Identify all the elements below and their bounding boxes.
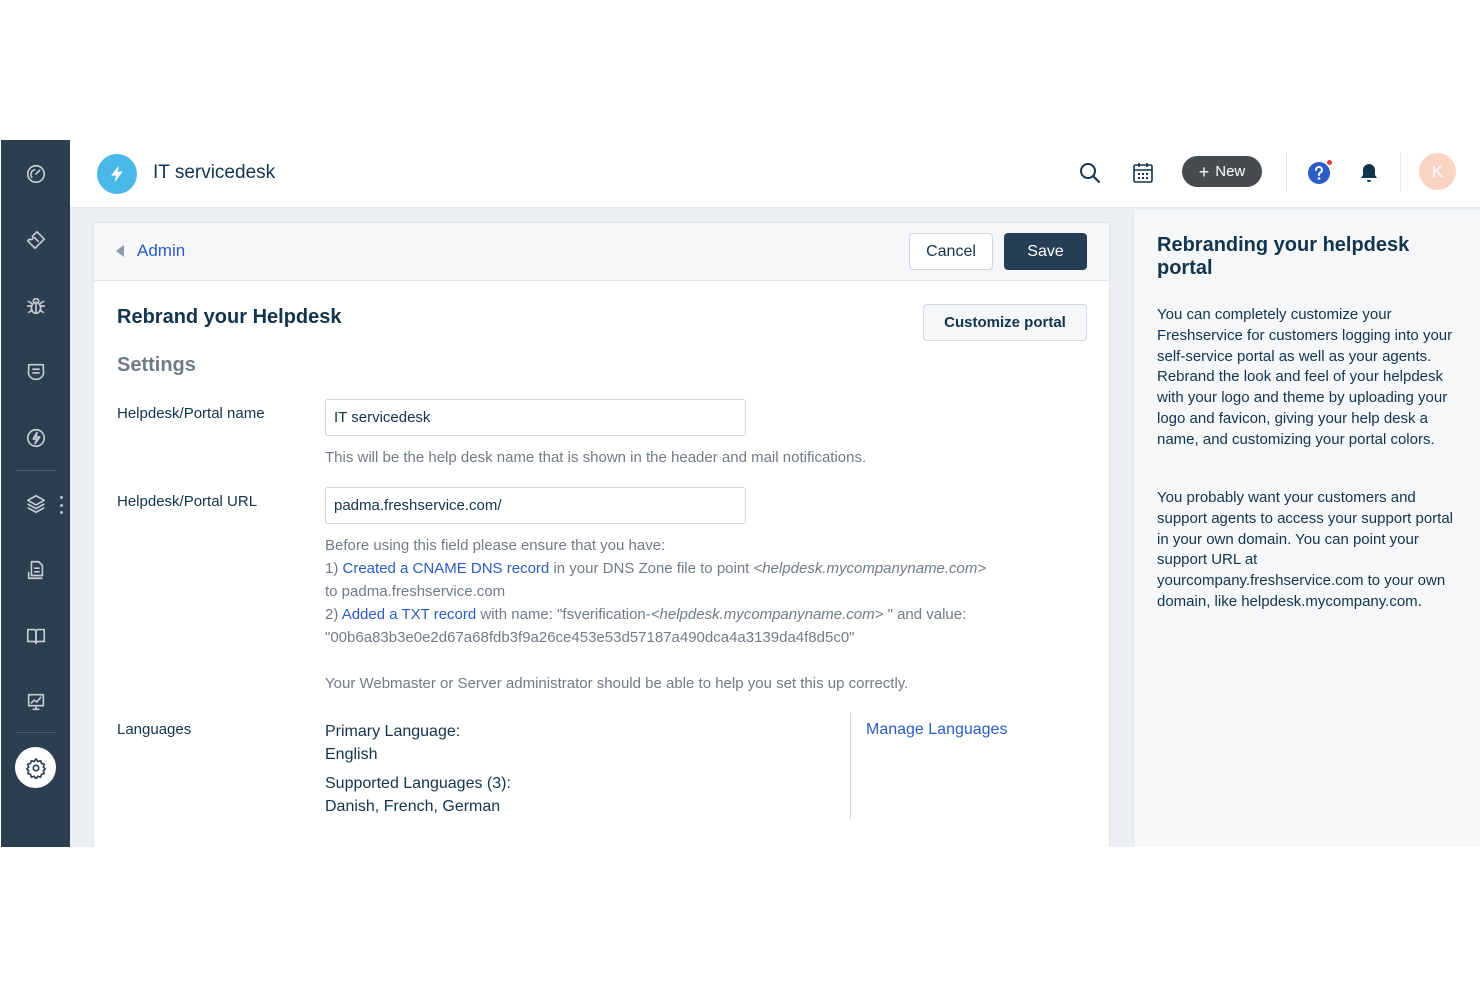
portal-url-value: padma.freshservice.com/ <box>334 497 502 514</box>
top-header <box>70 140 1480 208</box>
languages-divider <box>850 713 851 819</box>
sidebar-item-assets[interactable] <box>15 483 56 524</box>
instruction-step-1: 1) Created a CNAME DNS record in your DNS Zone file to point <helpdesk.mycompanyname.com> <box>325 560 987 577</box>
action-bar <box>94 223 1109 281</box>
help-panel <box>1133 210 1480 847</box>
notification-dot <box>1326 159 1333 166</box>
layers-icon <box>25 493 47 515</box>
sidebar-item-solutions[interactable] <box>15 615 56 656</box>
book-icon <box>25 625 47 647</box>
portal-url-label: Helpdesk/Portal URL <box>117 493 258 510</box>
manage-languages-link[interactable]: Manage Languages <box>866 721 1008 738</box>
customize-portal-button[interactable]: Customize portal <box>923 304 1087 341</box>
breadcrumb-admin-link[interactable]: Admin <box>137 241 186 260</box>
gear-icon <box>25 757 47 779</box>
help-title: Rebranding your helpdesk portal <box>1157 234 1410 279</box>
instructions-intro: Before using this field please ensure that you have: <box>325 537 666 554</box>
lightning-logo-icon <box>107 164 127 184</box>
save-button[interactable]: Save <box>1004 233 1087 270</box>
languages-details <box>325 720 511 818</box>
help-paragraph-1: You can completely customize your Freshservice for customers logging into your self-service portal as well as your agents. Rebrand the look and feel of your helpdesk with your logo and theme by uploading your logo and favicon, giving your help desk a name, and customizing your portal colors. <box>1157 306 1453 448</box>
app-title: IT servicedesk <box>153 162 276 183</box>
webmaster-note: Your Webmaster or Server administrator should be able to help you set this up correctly. <box>325 675 909 692</box>
new-button[interactable] <box>1182 156 1262 187</box>
sidebar-item-releases[interactable] <box>15 417 56 458</box>
sidebar-item-changes[interactable] <box>15 351 56 392</box>
languages-label: Languages <box>117 721 192 738</box>
sidebar-item-tickets[interactable] <box>15 219 56 260</box>
document-icon <box>25 559 47 581</box>
instruction-step-2: 2) Added a TXT record with name: "fsverification-<helpdesk.mycompanyname.com> " and value: <box>325 606 967 623</box>
sidebar-divider <box>15 732 56 733</box>
app-window <box>1 140 1480 847</box>
cname-record-link[interactable]: Created a CNAME DNS record <box>342 560 550 577</box>
primary-language-value: English <box>325 746 378 763</box>
sidebar-item-analytics[interactable] <box>15 681 56 722</box>
header-divider <box>1286 152 1287 192</box>
sidebar-divider <box>15 470 56 471</box>
header-divider <box>1400 152 1401 192</box>
sidebar-item-problems[interactable] <box>15 285 56 326</box>
portal-name-input[interactable] <box>325 399 746 436</box>
settings-heading: Settings <box>117 354 196 376</box>
portal-name-label: Helpdesk/Portal name <box>117 405 265 422</box>
supported-languages-value: Danish, French, German <box>325 798 501 815</box>
help-button[interactable] <box>1305 159 1333 187</box>
back-arrow-icon[interactable] <box>116 245 124 257</box>
speedometer-icon <box>25 163 47 185</box>
portal-name-hint: This will be the help desk name that is shown in the header and mail notifications. <box>325 449 867 466</box>
notifications-button[interactable] <box>1355 159 1383 187</box>
instruction-step-1-target: to padma.freshservice.com <box>325 583 506 600</box>
txt-record-value: "00b6a83b3e0e2d67a68fdb3f9a26ce453e53d57187a490dca4a3139da4f8d5c0" <box>325 629 855 646</box>
app-logo[interactable] <box>97 154 137 194</box>
new-button-label: New <box>1215 163 1246 180</box>
calendar-icon <box>1131 161 1155 185</box>
sidebar-item-admin[interactable] <box>15 747 56 788</box>
sidebar-item-dashboard[interactable] <box>15 153 56 194</box>
lightning-icon <box>25 427 47 449</box>
cancel-button[interactable]: Cancel <box>909 233 993 270</box>
bug-icon <box>25 295 47 317</box>
help-paragraph-2: You probably want your customers and support agents to access your support portal in your own domain. You can point your support URL at yourcompany.freshservice.com to your own domain, like helpdesk.mycompany.com. <box>1157 489 1454 610</box>
primary-language-label: Primary Language: <box>325 723 461 740</box>
txt-record-link[interactable]: Added a TXT record <box>341 606 477 623</box>
sidebar <box>1 140 70 847</box>
portal-url-instructions <box>325 534 1095 695</box>
portal-name-value: IT servicedesk <box>334 409 431 426</box>
portal-url-input[interactable] <box>325 487 746 524</box>
calendar-button[interactable] <box>1129 159 1157 187</box>
more-options-icon[interactable] <box>58 496 64 514</box>
bell-icon <box>1357 161 1381 185</box>
shield-icon <box>25 361 47 383</box>
chart-icon <box>25 691 47 713</box>
avatar[interactable]: K <box>1419 153 1456 190</box>
page-title: Rebrand your Helpdesk <box>117 306 342 328</box>
plus-icon: + <box>1198 161 1210 182</box>
search-icon <box>1078 161 1102 185</box>
main-panel <box>93 222 1110 847</box>
ticket-icon <box>25 229 47 251</box>
supported-languages-label: Supported Languages (3): <box>325 775 511 792</box>
sidebar-item-purchase-orders[interactable] <box>15 549 56 590</box>
search-button[interactable] <box>1076 159 1104 187</box>
